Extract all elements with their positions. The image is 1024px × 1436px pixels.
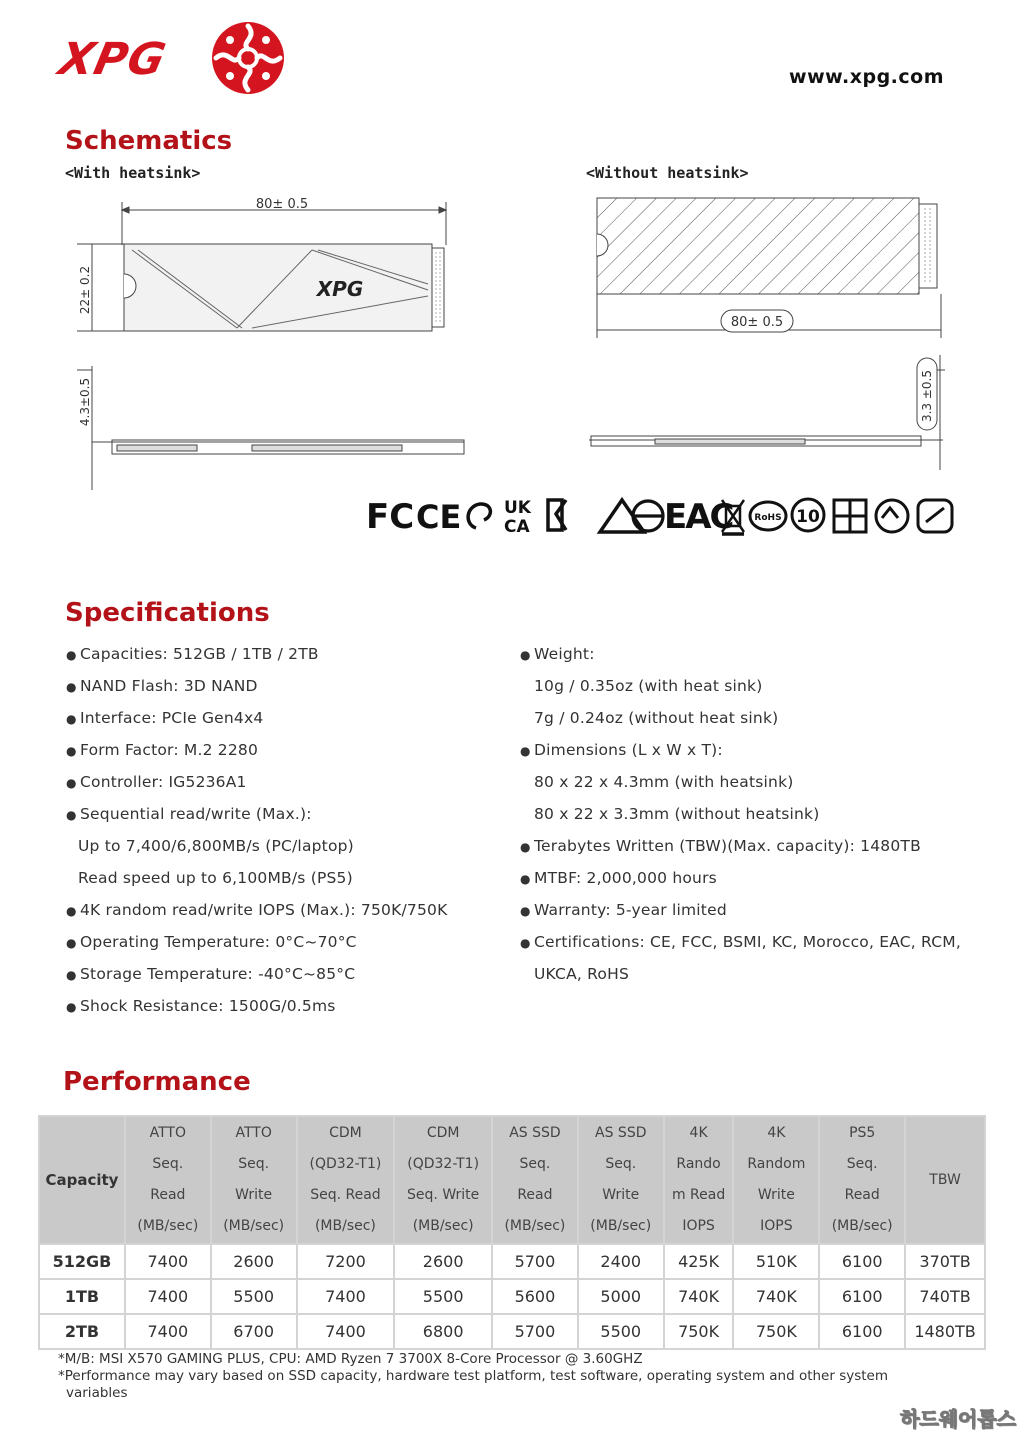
row-capacity: 512GB (39, 1244, 125, 1279)
spec-item-text: Shock Resistance: 1500G/0.5ms (80, 997, 336, 1015)
column-header-line: 4K (767, 1125, 786, 1141)
website-url: www.xpg.com (789, 66, 944, 88)
dim-width-with: 22± 0.2 (78, 265, 92, 315)
column-header-line: Seq. (605, 1156, 637, 1172)
spec-item-text: Form Factor: M.2 2280 (80, 741, 259, 759)
specifications-title: Specifications (65, 598, 270, 628)
efup-10-icon (792, 499, 824, 531)
spec-item-text: UKCA, RoHS (534, 965, 629, 983)
footnotes (58, 1351, 888, 1402)
spec-item (66, 702, 526, 734)
bullet-icon: ● (520, 840, 531, 854)
column-header-line: Random (747, 1156, 806, 1172)
column-header-line: AS SSD (595, 1125, 647, 1141)
table-cell: 370TB (905, 1244, 985, 1279)
china-ccc-icon (834, 500, 866, 532)
table-cell: 425K (664, 1244, 734, 1279)
spec-item-text: Terabytes Written (TBW)(Max. capacity): 1480TB (534, 837, 921, 855)
bullet-icon: ● (520, 648, 531, 662)
schematic-with-heatsink (72, 190, 472, 490)
spec-item-text: Warranty: 5-year limited (534, 901, 727, 919)
column-header-line: Read (517, 1187, 553, 1203)
spec-item (66, 926, 526, 958)
spec-item-text: 7g / 0.24oz (without heat sink) (534, 709, 779, 727)
bullet-icon: ● (66, 904, 77, 918)
spec-item (520, 798, 980, 830)
bullet-icon: ● (520, 744, 531, 758)
column-header-line: ATTO (235, 1125, 272, 1141)
xpg-emblem-icon (210, 20, 286, 96)
spec-item-text: NAND Flash: 3D NAND (80, 677, 258, 695)
column-header-line: Write (602, 1187, 640, 1203)
header-capacity (39, 1116, 125, 1244)
certification-logos (366, 494, 956, 536)
jp-recycle-icon (918, 500, 952, 532)
bullet-icon: ● (66, 808, 77, 822)
column-header-line: Read (150, 1187, 186, 1203)
svg-text:RoHS: RoHS (754, 513, 782, 523)
column-header (578, 1116, 664, 1244)
table-row (39, 1244, 985, 1279)
bullet-icon: ● (66, 648, 77, 662)
column-header-line: (MB/sec) (223, 1218, 285, 1234)
spec-item (520, 830, 980, 862)
table-cell: 6100 (819, 1244, 905, 1279)
table-cell: 2600 (394, 1244, 492, 1279)
column-header-line: ATTO (149, 1125, 187, 1141)
footnote-line: variables (66, 1385, 128, 1401)
column-header-line: IOPS (682, 1218, 715, 1234)
rohs-icon (750, 502, 786, 530)
table-cell: 740TB (905, 1279, 985, 1314)
column-header-line: IOPS (760, 1218, 793, 1234)
column-header-line: Read (844, 1187, 880, 1203)
table-cell: 5700 (492, 1314, 578, 1349)
spec-item-text: Capacities: 512GB / 1TB / 2TB (80, 645, 319, 663)
spec-item (66, 638, 526, 670)
ukca-icon-bottom: CA (504, 517, 530, 536)
table-cell: 740K (733, 1279, 819, 1314)
xpg-logo-text: XPG (54, 34, 171, 85)
column-header-line: PS5 (849, 1125, 876, 1141)
spec-item-text: Dimensions (L x W x T): (534, 741, 723, 759)
eac-icon: EAC (664, 497, 733, 536)
column-header-line: AS SSD (509, 1125, 561, 1141)
table-cell: 750K (733, 1314, 819, 1349)
column-header (394, 1116, 492, 1244)
row-capacity: 2TB (39, 1314, 125, 1349)
footnote-line: *M/B: MSI X570 GAMING PLUS, CPU: AMD Ryzen 7 3700X 8-Core Processor @ 3.60GHZ (58, 1351, 643, 1367)
spec-list-left (66, 638, 526, 1022)
table-cell: 5000 (578, 1279, 664, 1314)
xpg-logo (54, 20, 290, 95)
spec-item-text: Sequential read/write (Max.): (80, 805, 312, 823)
column-header-line: Write (235, 1187, 273, 1203)
ukca-icon-top: UK (504, 498, 531, 518)
spec-item (66, 734, 526, 766)
table-cell: 6800 (394, 1314, 492, 1349)
spec-item (520, 926, 980, 958)
bullet-icon: ● (520, 872, 531, 886)
spec-item-text: Weight: (534, 645, 595, 663)
spec-item (66, 958, 526, 990)
table-cell: 7400 (297, 1314, 395, 1349)
bullet-icon: ● (66, 936, 77, 950)
dim-length-with: 80± 0.5 (255, 197, 309, 212)
spec-item-text: 80 x 22 x 4.3mm (with heatsink) (534, 773, 794, 791)
bullet-icon: ● (66, 744, 77, 758)
spec-list-right (520, 638, 980, 990)
table-cell: 7400 (297, 1279, 395, 1314)
spec-item (66, 862, 526, 894)
spec-item-text: 10g / 0.35oz (with heat sink) (534, 677, 763, 695)
column-header (297, 1116, 395, 1244)
column-header-line: Seq. (846, 1156, 878, 1172)
column-header-line: (QD32-T1) (407, 1156, 480, 1172)
spec-item (520, 734, 980, 766)
watermark: 하드웨어톱스 (900, 1407, 1016, 1431)
table-cell: 5500 (578, 1314, 664, 1349)
morocco-c-icon (468, 504, 490, 528)
spec-item-text: Storage Temperature: -40°C~85°C (80, 965, 356, 983)
column-header (905, 1116, 985, 1244)
dim-height-with: 4.3±0.5 (78, 377, 92, 427)
column-header-line: Seq. Write (407, 1187, 480, 1203)
table-row (39, 1314, 985, 1349)
bullet-icon: ● (66, 776, 77, 790)
table-cell: 2600 (211, 1244, 297, 1279)
spec-item (66, 830, 526, 862)
column-header-line: Seq. (238, 1156, 270, 1172)
table-cell: 5500 (394, 1279, 492, 1314)
table-cell: 5600 (492, 1279, 578, 1314)
column-header-line: Seq. (519, 1156, 551, 1172)
column-header-line: m Read (671, 1187, 726, 1203)
column-header (819, 1116, 905, 1244)
column-header-line: TBW (929, 1171, 961, 1188)
footnote-line: *Performance may vary based on SSD capacity, hardware test platform, test software, operating system and other system (58, 1368, 889, 1384)
spec-item (66, 894, 526, 926)
column-header-line: Capacity (45, 1170, 119, 1189)
weee-bin-icon (722, 500, 744, 534)
table-cell: 5700 (492, 1244, 578, 1279)
table-cell: 7200 (297, 1244, 395, 1279)
column-header (492, 1116, 578, 1244)
column-header-line: CDM (426, 1125, 460, 1141)
spec-item-text: Certifications: CE, FCC, BSMI, KC, Morocco, EAC, RCM, (534, 933, 961, 951)
bullet-icon: ● (520, 904, 531, 918)
dim-height-without: 3.3 ±0.5 (920, 369, 934, 423)
spec-item (520, 894, 980, 926)
column-header-line: (QD32-T1) (309, 1156, 382, 1172)
column-header-line: (MB/sec) (504, 1218, 566, 1234)
spec-item (66, 990, 526, 1022)
table-cell: 2400 (578, 1244, 664, 1279)
column-header-line: CDM (329, 1125, 362, 1141)
spec-item-text: 80 x 22 x 3.3mm (without heatsink) (534, 805, 820, 823)
row-capacity: 1TB (39, 1279, 125, 1314)
table-cell: 5500 (211, 1279, 297, 1314)
column-header-line: Rando (676, 1156, 721, 1172)
table-cell: 7400 (125, 1244, 211, 1279)
column-header-line: (MB/sec) (831, 1218, 893, 1234)
spec-item (520, 670, 980, 702)
spec-item-text: Controller: IG5236A1 (80, 773, 247, 791)
column-header (733, 1116, 819, 1244)
performance-title: Performance (63, 1067, 251, 1097)
spec-item-text: MTBF: 2,000,000 hours (534, 869, 717, 887)
spec-item-text: 4K random read/write IOPS (Max.): 750K/750K (80, 901, 448, 919)
table-cell: 6700 (211, 1314, 297, 1349)
spec-item (520, 702, 980, 734)
table-cell: 510K (733, 1244, 819, 1279)
spec-item (520, 638, 980, 670)
spec-item-text: Operating Temperature: 0°C~70°C (80, 933, 357, 951)
fcc-icon: FC (366, 497, 415, 536)
spec-item (66, 670, 526, 702)
table-cell: 1480TB (905, 1314, 985, 1349)
spec-item (520, 862, 980, 894)
spec-item (66, 766, 526, 798)
table-cell: 740K (664, 1279, 734, 1314)
performance-table (38, 1115, 986, 1350)
column-header-line: 4K (689, 1125, 708, 1141)
table-row (39, 1279, 985, 1314)
dim-length-without: 80± 0.5 (730, 315, 784, 330)
schematic-without-heatsink (585, 190, 955, 480)
spec-item (520, 958, 980, 990)
table-cell: 7400 (125, 1279, 211, 1314)
recycle-icon (876, 500, 908, 532)
spec-item-text: Interface: PCIe Gen4x4 (80, 709, 264, 727)
bullet-icon: ● (66, 1000, 77, 1014)
bullet-icon: ● (66, 680, 77, 694)
spec-item (520, 766, 980, 798)
column-header-line: (MB/sec) (590, 1218, 652, 1234)
bullet-icon: ● (66, 712, 77, 726)
column-header (211, 1116, 297, 1244)
schematics-title: Schematics (65, 126, 233, 156)
spec-item (66, 798, 526, 830)
with-heatsink-label: <With heatsink> (65, 164, 201, 182)
ce-icon: CE (416, 498, 462, 536)
column-header-line: Seq. (152, 1156, 184, 1172)
table-cell: 6100 (819, 1314, 905, 1349)
heatsink-xpg-logo: XPG (316, 277, 364, 301)
bullet-icon: ● (520, 936, 531, 950)
column-header-line: (MB/sec) (314, 1218, 376, 1234)
spec-item-text: Up to 7,400/6,800MB/s (PC/laptop) (78, 837, 354, 855)
spec-item-text: Read speed up to 6,100MB/s (PS5) (78, 869, 353, 887)
column-header-line: Seq. Read (310, 1187, 381, 1203)
column-header-line: Write (757, 1187, 795, 1203)
column-header-line: (MB/sec) (412, 1218, 474, 1234)
table-cell: 750K (664, 1314, 734, 1349)
column-header (125, 1116, 211, 1244)
bullet-icon: ● (66, 968, 77, 982)
without-heatsink-label: <Without heatsink> (586, 164, 749, 182)
column-header (664, 1116, 734, 1244)
table-cell: 6100 (819, 1279, 905, 1314)
svg-text:10: 10 (796, 507, 820, 527)
table-cell: 7400 (125, 1314, 211, 1349)
column-header-line: (MB/sec) (137, 1218, 199, 1234)
